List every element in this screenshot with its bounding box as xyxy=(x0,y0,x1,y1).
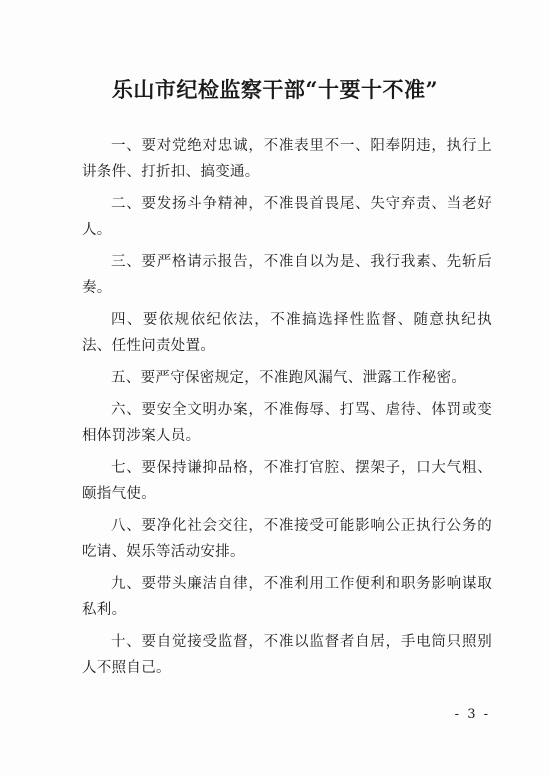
clause-7: 七、要保持谦抑品格，不准打官腔、摆架子，口大气粗、颐指气使。 xyxy=(82,460,492,502)
clause-8: 八、要净化社会交往，不准接受可能影响公正执行公务的吃请、娱乐等活动安排。 xyxy=(82,518,492,560)
clause-1: 一、要对党绝对忠诚，不准表里不一、阳奉阴违，执行上讲条件、打折扣、搞变通。 xyxy=(82,138,492,180)
clause-10: 十、要自觉接受监督，不准以监督者自居，手电筒只照别人不照自己。 xyxy=(82,634,492,676)
document-title: 乐山市纪检监察干部“十要十不准” xyxy=(111,77,439,102)
clause-6: 六、要安全文明办案，不准侮辱、打骂、虐待、体罚或变相体罚涉案人员。 xyxy=(82,402,492,444)
clause-5: 五、要严守保密规定，不准跑风漏气、泄露工作秘密。 xyxy=(111,370,467,386)
clause-9: 九、要带头廉洁自律，不准利用工作便利和职务影响谋取私利。 xyxy=(82,576,492,618)
clause-3: 三、要严格请示报告，不准自以为是、我行我素、先斩后奏。 xyxy=(82,254,492,296)
document-body xyxy=(82,133,492,687)
clause-2: 二、要发扬斗争精神，不准畏首畏尾、失守弃责、当老好人。 xyxy=(82,196,492,238)
clause-4: 四、要依规依纪依法，不准搞选择性监督、随意执纪执法、任性问责处置。 xyxy=(82,312,492,354)
page-number: - 3 - xyxy=(454,707,490,722)
